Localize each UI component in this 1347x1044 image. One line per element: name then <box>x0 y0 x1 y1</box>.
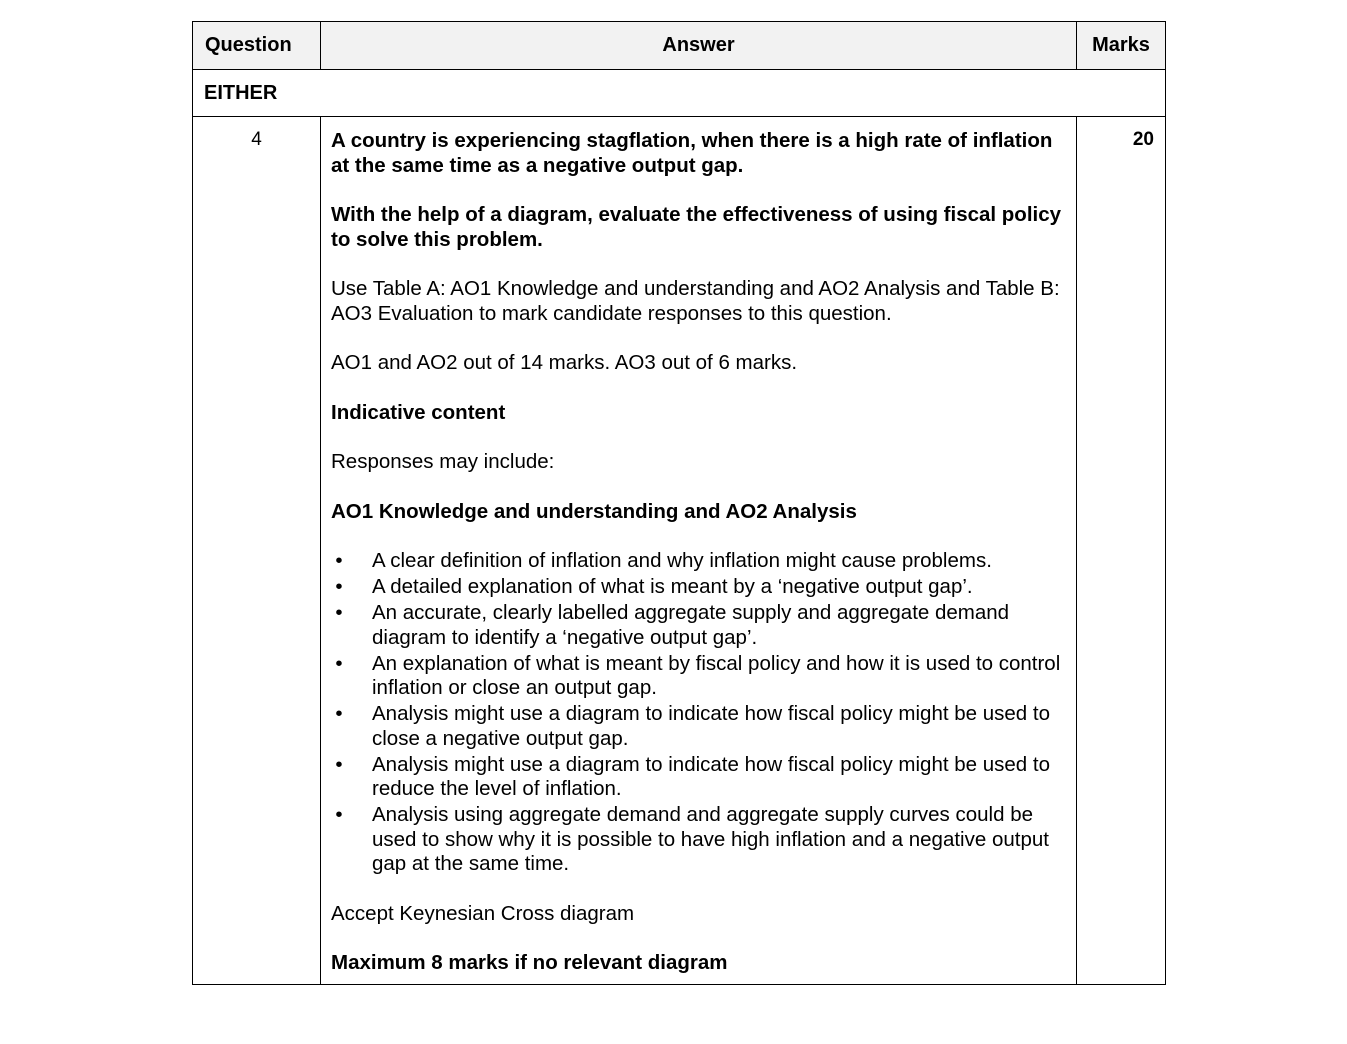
indicative-content-heading: Indicative content <box>331 400 506 424</box>
list-item-text: A clear definition of inflation and why inflation might cause problems. <box>372 549 992 572</box>
list-item-text: A detailed explanation of what is meant by a ‘negative output gap’. <box>372 575 973 598</box>
list-item-text: An explanation of what is meant by fiscal policy and how it is used to control inflation or close an output gap. <box>372 651 1061 699</box>
answer-cell <box>321 117 1077 985</box>
list-item <box>331 803 1066 877</box>
bullet-icon: • <box>335 601 343 624</box>
max-marks-note: Maximum 8 marks if no relevant diagram <box>331 951 728 974</box>
question-number: 4 <box>193 117 321 985</box>
ao-heading: AO1 Knowledge and understanding and AO2 Analysis <box>331 499 857 523</box>
header-question: Question <box>193 22 321 70</box>
list-item <box>331 652 1066 701</box>
bullet-icon: • <box>335 752 343 776</box>
header-answer: Answer <box>321 22 1077 70</box>
list-item <box>331 702 1066 751</box>
bullet-icon: • <box>335 575 343 598</box>
marks-value: 20 <box>1077 117 1166 985</box>
list-item-text: Analysis might use a diagram to indicate how fiscal policy might be used to close a negative output gap. <box>372 702 1050 750</box>
mark-split: AO1 and AO2 out of 14 marks. AO3 out of 6 marks. <box>331 351 798 374</box>
question-row <box>193 117 1166 985</box>
table-header-row <box>193 22 1166 70</box>
header-marks: Marks <box>1077 22 1166 70</box>
list-item <box>331 753 1066 802</box>
list-item-text: Analysis might use a diagram to indicate how fiscal policy might be used to reduce the level of inflation. <box>372 752 1050 800</box>
question-text-2: With the help of a diagram, evaluate the effectiveness of using fiscal policy to solve this problem. <box>331 203 1062 251</box>
list-item-text: Analysis using aggregate demand and aggregate supply curves could be used to show why it is possible to have high inflation and a negative output gap at the same time. <box>372 803 1049 875</box>
marking-instruction: Use Table A: AO1 Knowledge and understanding and AO2 Analysis and Table B: AO3 Evaluation to mark candidate responses to this question. <box>331 277 1060 325</box>
section-label: EITHER <box>193 70 1166 117</box>
bullet-icon: • <box>335 803 343 826</box>
bullet-icon: • <box>335 651 343 675</box>
accept-note: Accept Keynesian Cross diagram <box>331 901 635 925</box>
bullet-icon: • <box>335 549 343 572</box>
section-row <box>193 70 1166 117</box>
list-item <box>331 575 1066 600</box>
mark-scheme-table <box>192 21 1166 985</box>
question-text-1: A country is experiencing stagflation, when there is a high rate of inflation at the same time as a negative output gap. <box>331 129 1053 177</box>
list-item-text: An accurate, clearly labelled aggregate supply and aggregate demand diagram to identify a ‘negative output gap’. <box>372 601 1010 649</box>
bullet-icon: • <box>335 702 343 725</box>
list-item <box>331 549 1066 574</box>
indicative-bullet-list <box>331 549 1066 877</box>
responses-intro: Responses may include: <box>331 450 555 473</box>
list-item <box>331 601 1066 650</box>
